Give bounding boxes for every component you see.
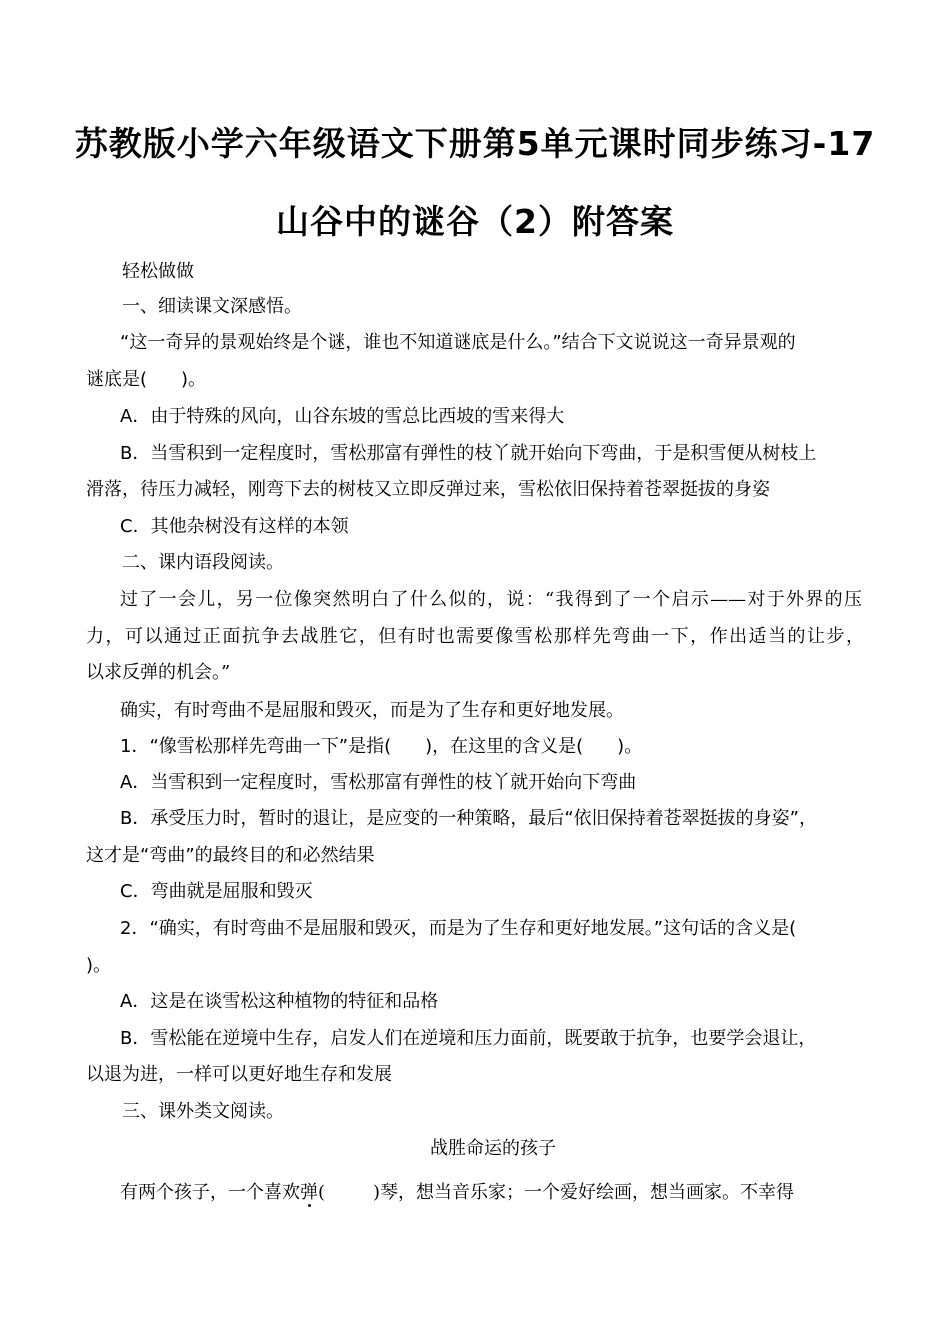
question2-option-b-line2: 以退为进，一样可以更好地生存和发展 [86, 1064, 392, 1085]
question2-option-b-line1: B．雪松能在逆境中生存，启发人们在逆境和压力面前，既要敢于抗争，也要学会退让， [120, 1028, 817, 1049]
question1-text: 1．“像雪松那样先弯曲一下”是指( [120, 736, 392, 757]
question2-line1: 2．“确实，有时弯曲不是屈服和毁灭，而是为了生存和更好地发展。”这句话的含义是( [120, 918, 797, 939]
section1-question-line1: “这一奇异的景观始终是个谜，谁也不知道谜底是什么。”结合下文说说这一奇异景观的 [120, 332, 796, 353]
section1-question-line2 [86, 367, 206, 393]
section3-heading: 三、课外类文阅读。 [122, 1101, 284, 1122]
passage-line2: 力，可以通过正面抗争去战胜它，但有时也需要像雪松那样先弯曲一下，作出适当的让步， [86, 626, 864, 647]
section1-option-a: A．由于特殊的风向，山谷东坡的雪总比西坡的雪来得大 [120, 406, 565, 427]
story-text-rest: )琴，想当音乐家；一个爱好绘画，想当画家。不幸得 [373, 1182, 795, 1203]
question1-option-b-line2: 这才是“弯曲”的最终目的和必然结果 [86, 845, 375, 866]
section1-option-c: C．其他杂树没有这样的本领 [120, 516, 349, 537]
document-title-line2: 山谷中的谜谷（2）附答案 [276, 202, 674, 241]
question2-line2: )。 [86, 955, 112, 976]
story-title: 战胜命运的孩子 [430, 1138, 556, 1159]
question-text: 谜底是( [86, 369, 148, 390]
emphasized-character: 弹 [300, 1182, 318, 1203]
part-heading-easy: 轻松做做 [122, 261, 194, 282]
section2-heading: 二、课内语段阅读。 [122, 552, 284, 573]
story-line1 [120, 1180, 794, 1206]
section1-option-b-line2: 滑落，待压力减轻，刚弯下去的树枝又立即反弹过来，雪松依旧保持着苍翠挺拔的身姿 [86, 479, 770, 500]
question1-text-mid: )，在这里的含义是( [425, 736, 584, 757]
question2-option-a: A．这是在谈雪松这种植物的特征和品格 [120, 991, 439, 1012]
section1-option-b-line1: B．当雪积到一定程度时，雪松那富有弹性的枝丫就开始向下弯曲，于是积雪便从树枝上 [120, 443, 817, 464]
story-text-paren: ( [318, 1182, 326, 1203]
question1-option-b-line1: B．承受压力时，暂时的退让，是应变的一种策略，最后“依旧保持着苍翠挺拔的身姿”， [120, 808, 817, 829]
question1-option-c: C．弯曲就是屈服和毁灭 [120, 881, 313, 902]
question1-option-a: A．当雪积到一定程度时，雪松那富有弹性的枝丫就开始向下弯曲 [120, 772, 637, 793]
question1 [120, 734, 642, 760]
passage-line3: 以求反弹的机会。” [86, 662, 231, 683]
section1-heading: 一、细读课文深感悟。 [122, 296, 302, 317]
question1-text-end: )。 [617, 736, 643, 757]
passage-line1: 过了一会儿，另一位像突然明白了什么似的，说：“我得到了一个启示——对于外界的压 [120, 589, 862, 610]
question-text-end: )。 [181, 369, 207, 390]
document-title-line1: 苏教版小学六年级语文下册第5单元课时同步练习-17 [74, 124, 876, 163]
passage-line4: 确实，有时弯曲不是屈服和毁灭，而是为了生存和更好地发展。 [120, 700, 624, 721]
story-text: 有两个孩子，一个喜欢 [120, 1182, 300, 1203]
